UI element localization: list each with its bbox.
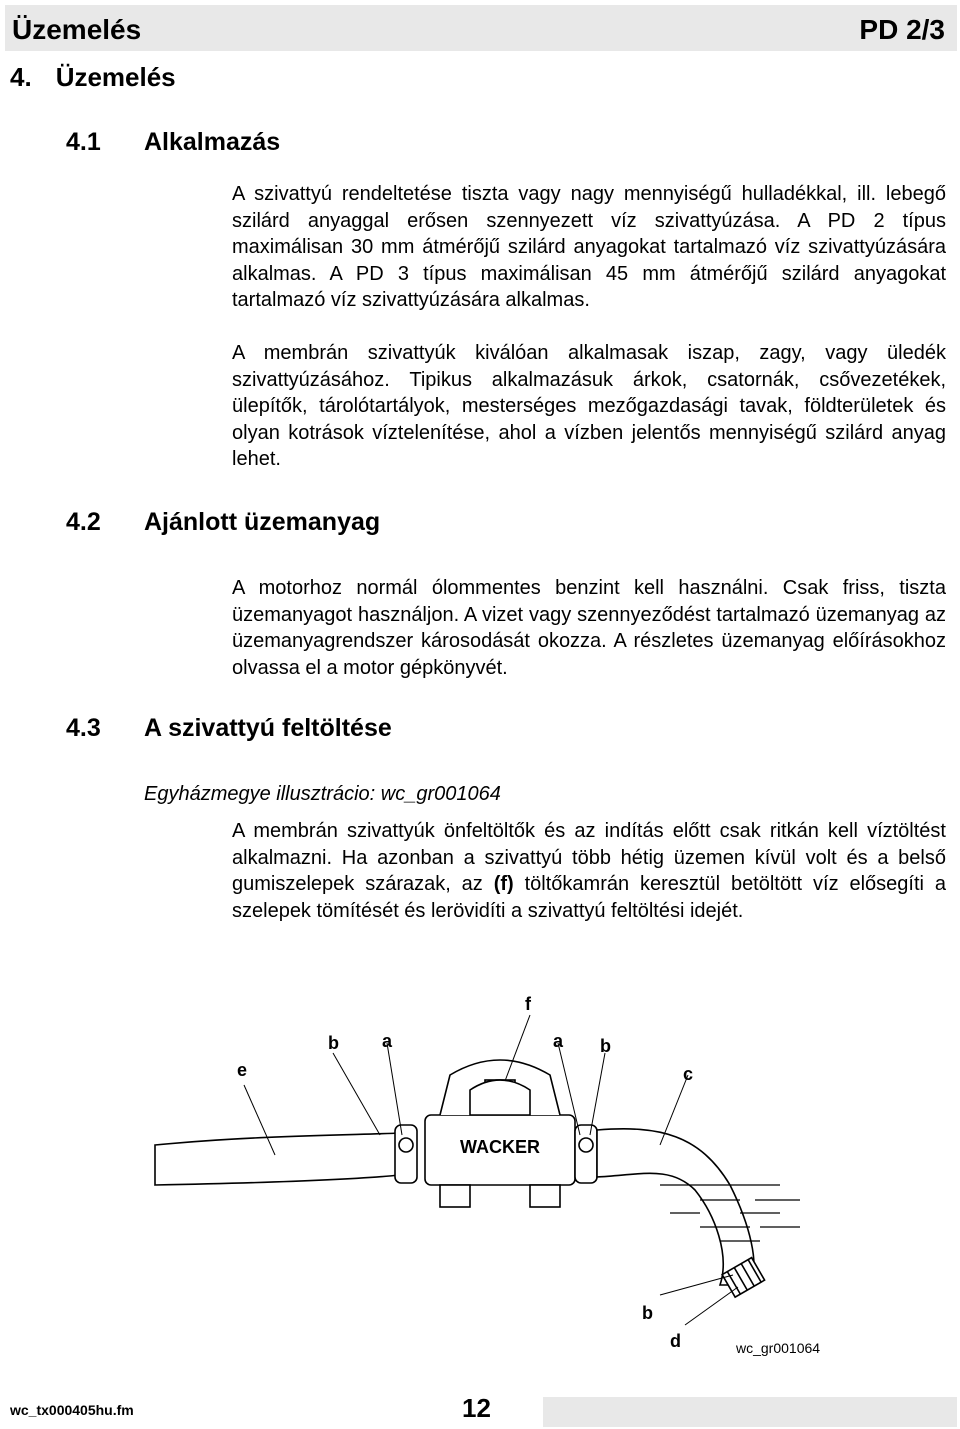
priming-text-end: töltőkamrán keresztül betöltött víz elősegíti a szelepek tömítését és lerövidíti a szivattyú feltöltési idejét. xyxy=(232,873,946,922)
left-foot xyxy=(440,1185,470,1207)
right-hose xyxy=(597,1129,754,1285)
section-number: 4.2 xyxy=(66,508,101,536)
priming-text-start: A membrán szivattyúk önfeltöltők és az indítás előtt csak ritkán kell víztöltést alkalmazni. Ha azonban a szivattyú több hétig üzemen kívül volt és a belső gumiszelepek szárazak, az xyxy=(232,820,946,895)
pump-illustration xyxy=(140,985,860,1365)
chapter-number: 4. xyxy=(10,62,32,92)
priming-ref-f: (f) xyxy=(493,873,514,895)
label-e: e xyxy=(237,1060,248,1080)
figure-caption: Egyházmegye illusztrácio: wc_gr001064 xyxy=(144,783,501,805)
label-b: b xyxy=(642,1303,653,1323)
footer-filename: wc_tx000405hu.fm xyxy=(10,1402,134,1418)
label-b: b xyxy=(328,1033,339,1053)
right-foot xyxy=(530,1185,560,1207)
section-title: Alkalmazás xyxy=(144,128,281,156)
right-coupling xyxy=(575,1125,597,1183)
paragraph-priming xyxy=(232,818,946,924)
section-title: Ajánlott üzemanyag xyxy=(144,508,381,536)
page-header xyxy=(5,5,957,51)
label-d: d xyxy=(670,1331,681,1351)
section-number: 4.3 xyxy=(66,714,101,742)
left-coupling xyxy=(395,1125,417,1183)
paragraph-fuel: A motorhoz normál ólommentes benzint kell használni. Csak friss, tiszta üzemanyagot használjon. A vizet vagy szennyeződést tartalmazó üzemanyag az üzemanyagrendszer károsodását okozza. A részletes üzemanyag előírásokhoz olvassa el a motor gépkönyvét. xyxy=(232,577,946,679)
label-a: a xyxy=(382,1031,393,1051)
label-c: c xyxy=(683,1064,694,1084)
chapter-title: Üzemelés xyxy=(55,62,176,92)
chapter-heading xyxy=(10,62,176,93)
left-hose xyxy=(155,1133,400,1185)
footer-bar xyxy=(543,1397,957,1427)
header-model: PD 2/3 xyxy=(859,14,945,45)
footer-page-number: 12 xyxy=(462,1393,491,1423)
label-a: a xyxy=(553,1031,564,1051)
header-title: Üzemelés xyxy=(12,14,142,45)
logo-text: WACKER xyxy=(460,1137,540,1157)
label-f: f xyxy=(525,994,531,1014)
figure-reference: wc_gr001064 xyxy=(736,1340,821,1356)
section-title: A szivattyú feltöltése xyxy=(144,714,392,742)
paragraph-application-2: A membrán szivattyúk kiválóan alkalmasak iszap, zagy, vagy üledék szivattyúzásához. Tipikus alkalmazásuk árkok, csatornák, csővezetékek, ülepítők, tárolótartályok, mesterséges mezőgazdasági tavak, földterületek és olyan kotrások víztelenítése, ahol a vízben jelentős mennyiségű szilárd anyag lehet. xyxy=(232,342,946,470)
section-number: 4.1 xyxy=(66,128,101,156)
paragraph-application-1: A szivattyú rendeltetése tiszta vagy nagy mennyiségű hulladékkal, ill. lebegő szilárd anyaggal erősen szennyezett víz szivattyúzása. A PD 2 típus maximálisan 30 mm átmérőjű szilárd anyagokat tartalmazó víz szivattyúzására alkalmas. A PD 3 típus maximálisan 45 mm átmérőjű szilárd anyagokat tartalmazó víz szivattyúzására alkalmas. xyxy=(232,183,946,311)
label-b: b xyxy=(600,1036,611,1056)
